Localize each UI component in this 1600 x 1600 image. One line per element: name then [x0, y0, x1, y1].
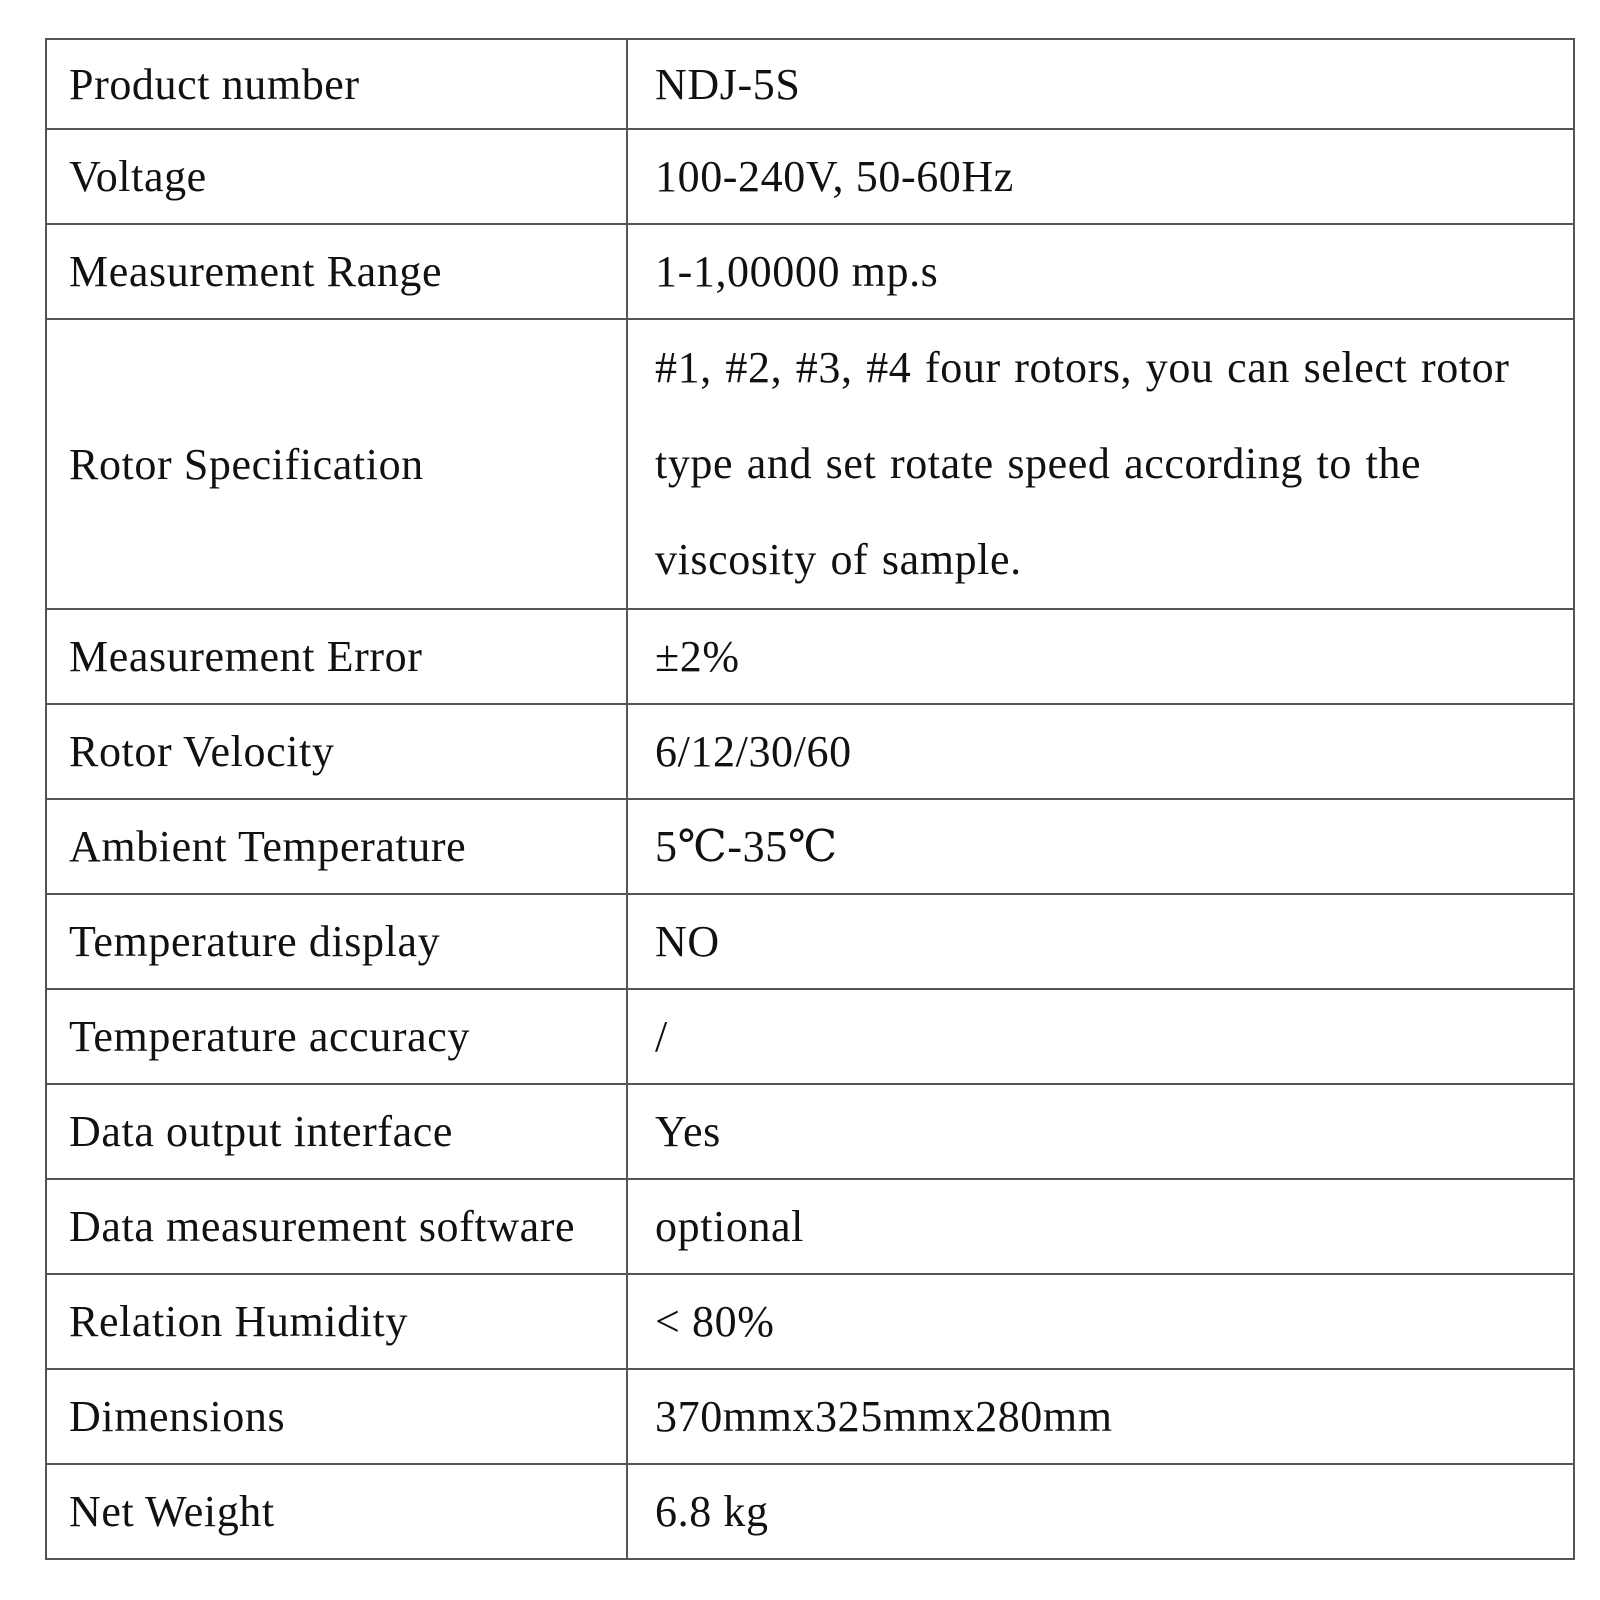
spec-label-temperature-accuracy: Temperature accuracy — [46, 989, 627, 1084]
spec-value-relation-humidity: < 80% — [627, 1274, 1574, 1369]
spec-label-measurement-range: Measurement Range — [46, 224, 627, 319]
table-row — [46, 799, 1574, 894]
spec-label-measurement-error: Measurement Error — [46, 609, 627, 704]
spec-value-rotor-velocity: 6/12/30/60 — [627, 704, 1574, 799]
table-row — [46, 224, 1574, 319]
spec-label-relation-humidity: Relation Humidity — [46, 1274, 627, 1369]
table-row — [46, 894, 1574, 989]
spec-value-data-output-interface: Yes — [627, 1084, 1574, 1179]
table-row — [46, 609, 1574, 704]
table-row — [46, 989, 1574, 1084]
table-row — [46, 1084, 1574, 1179]
table-row — [46, 1464, 1574, 1559]
spec-label-temperature-display: Temperature display — [46, 894, 627, 989]
specification-table-body — [46, 39, 1574, 1559]
spec-value-ambient-temperature: 5℃-35℃ — [627, 799, 1574, 894]
table-row — [46, 39, 1574, 129]
spec-label-net-weight: Net Weight — [46, 1464, 627, 1559]
spec-label-data-output-interface: Data output interface — [46, 1084, 627, 1179]
table-row — [46, 704, 1574, 799]
spec-value-product-number: NDJ-5S — [627, 39, 1574, 129]
spec-label-rotor-velocity: Rotor Velocity — [46, 704, 627, 799]
spec-label-dimensions: Dimensions — [46, 1369, 627, 1464]
spec-value-dimensions: 370mmx325mmx280mm — [627, 1369, 1574, 1464]
spec-label-product-number: Product number — [46, 39, 627, 129]
spec-label-voltage: Voltage — [46, 129, 627, 224]
spec-value-measurement-range: 1-1,00000 mp.s — [627, 224, 1574, 319]
spec-value-measurement-error: ±2% — [627, 609, 1574, 704]
spec-label-rotor-specification: Rotor Specification — [46, 319, 627, 609]
specification-table — [45, 38, 1575, 1560]
spec-value-net-weight: 6.8 kg — [627, 1464, 1574, 1559]
table-row — [46, 129, 1574, 224]
table-row — [46, 1179, 1574, 1274]
spec-value-temperature-display: NO — [627, 894, 1574, 989]
spec-value-rotor-specification: #1, #2, #3, #4 four rotors, you can select rotor type and set rotate speed according to the viscosity of sample. — [627, 319, 1574, 609]
spec-value-temperature-accuracy: / — [627, 989, 1574, 1084]
spec-value-data-measurement-software: optional — [627, 1179, 1574, 1274]
spec-label-data-measurement-software: Data measurement software — [46, 1179, 627, 1274]
table-row — [46, 1369, 1574, 1464]
spec-label-ambient-temperature: Ambient Temperature — [46, 799, 627, 894]
spec-value-voltage: 100-240V, 50-60Hz — [627, 129, 1574, 224]
table-row — [46, 1274, 1574, 1369]
table-row — [46, 319, 1574, 609]
